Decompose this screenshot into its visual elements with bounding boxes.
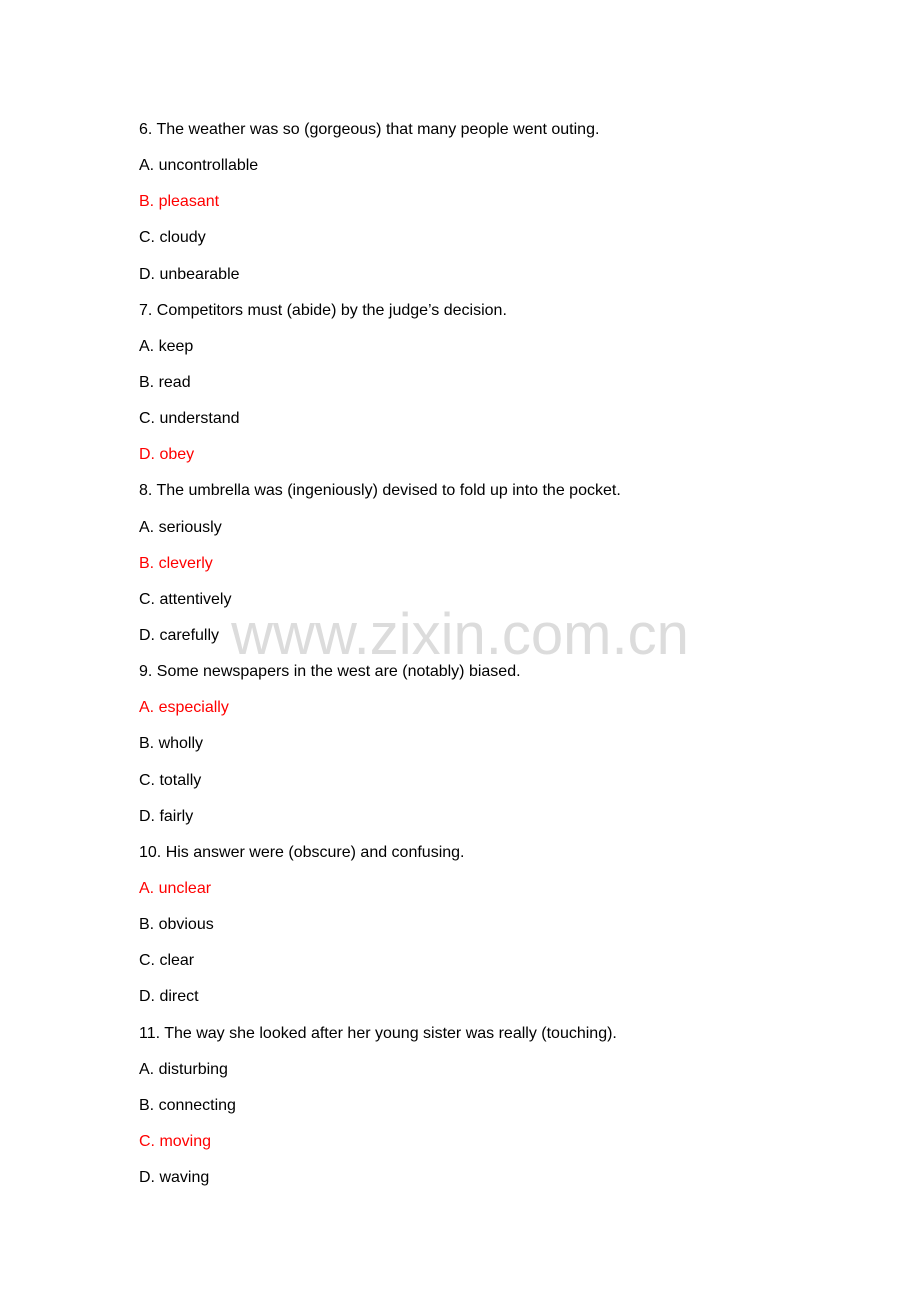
option: B. connecting: [139, 1096, 236, 1114]
option: A. uncontrollable: [139, 157, 259, 175]
watermark: www.zixin.com.cn: [231, 602, 689, 667]
option: B. obvious: [139, 916, 214, 934]
option: C. clear: [139, 952, 195, 970]
option: B. read: [139, 373, 191, 391]
answer-option: C. moving: [139, 1132, 212, 1150]
option: D. carefully: [139, 626, 220, 644]
answer-option: B. pleasant: [139, 193, 220, 211]
option: B. wholly: [139, 735, 204, 753]
question-stem: 9. Some newspapers in the west are (notably) biased.: [139, 663, 521, 681]
option: D. waving: [139, 1169, 210, 1187]
option: D. fairly: [139, 807, 194, 825]
answer-option: A. especially: [139, 699, 229, 717]
answer-option: D. obey: [139, 446, 195, 464]
question-stem: 6. The weather was so (gorgeous) that many people went outing.: [139, 121, 600, 138]
question-stem: 7. Competitors must (abide) by the judge’s decision.: [139, 301, 507, 319]
option: C. totally: [139, 771, 202, 789]
question-list: [139, 118, 839, 1202]
option: D. direct: [139, 988, 199, 1006]
answer-option: A. unclear: [139, 879, 212, 897]
option: A. disturbing: [139, 1060, 228, 1078]
option: A. seriously: [139, 518, 222, 536]
option: C. attentively: [139, 590, 232, 608]
option: D. unbearable: [139, 265, 240, 283]
question-stem: 11. The way she looked after her young sister was really (touching).: [139, 1024, 617, 1042]
answer-option: B. cleverly: [139, 554, 213, 572]
option: C. cloudy: [139, 229, 206, 247]
option: A. keep: [139, 337, 194, 355]
option: C. understand: [139, 410, 240, 428]
question-stem: 8. The umbrella was (ingeniously) devised to fold up into the pocket.: [139, 482, 621, 500]
question-stem: 10. His answer were (obscure) and confusing.: [139, 843, 465, 861]
